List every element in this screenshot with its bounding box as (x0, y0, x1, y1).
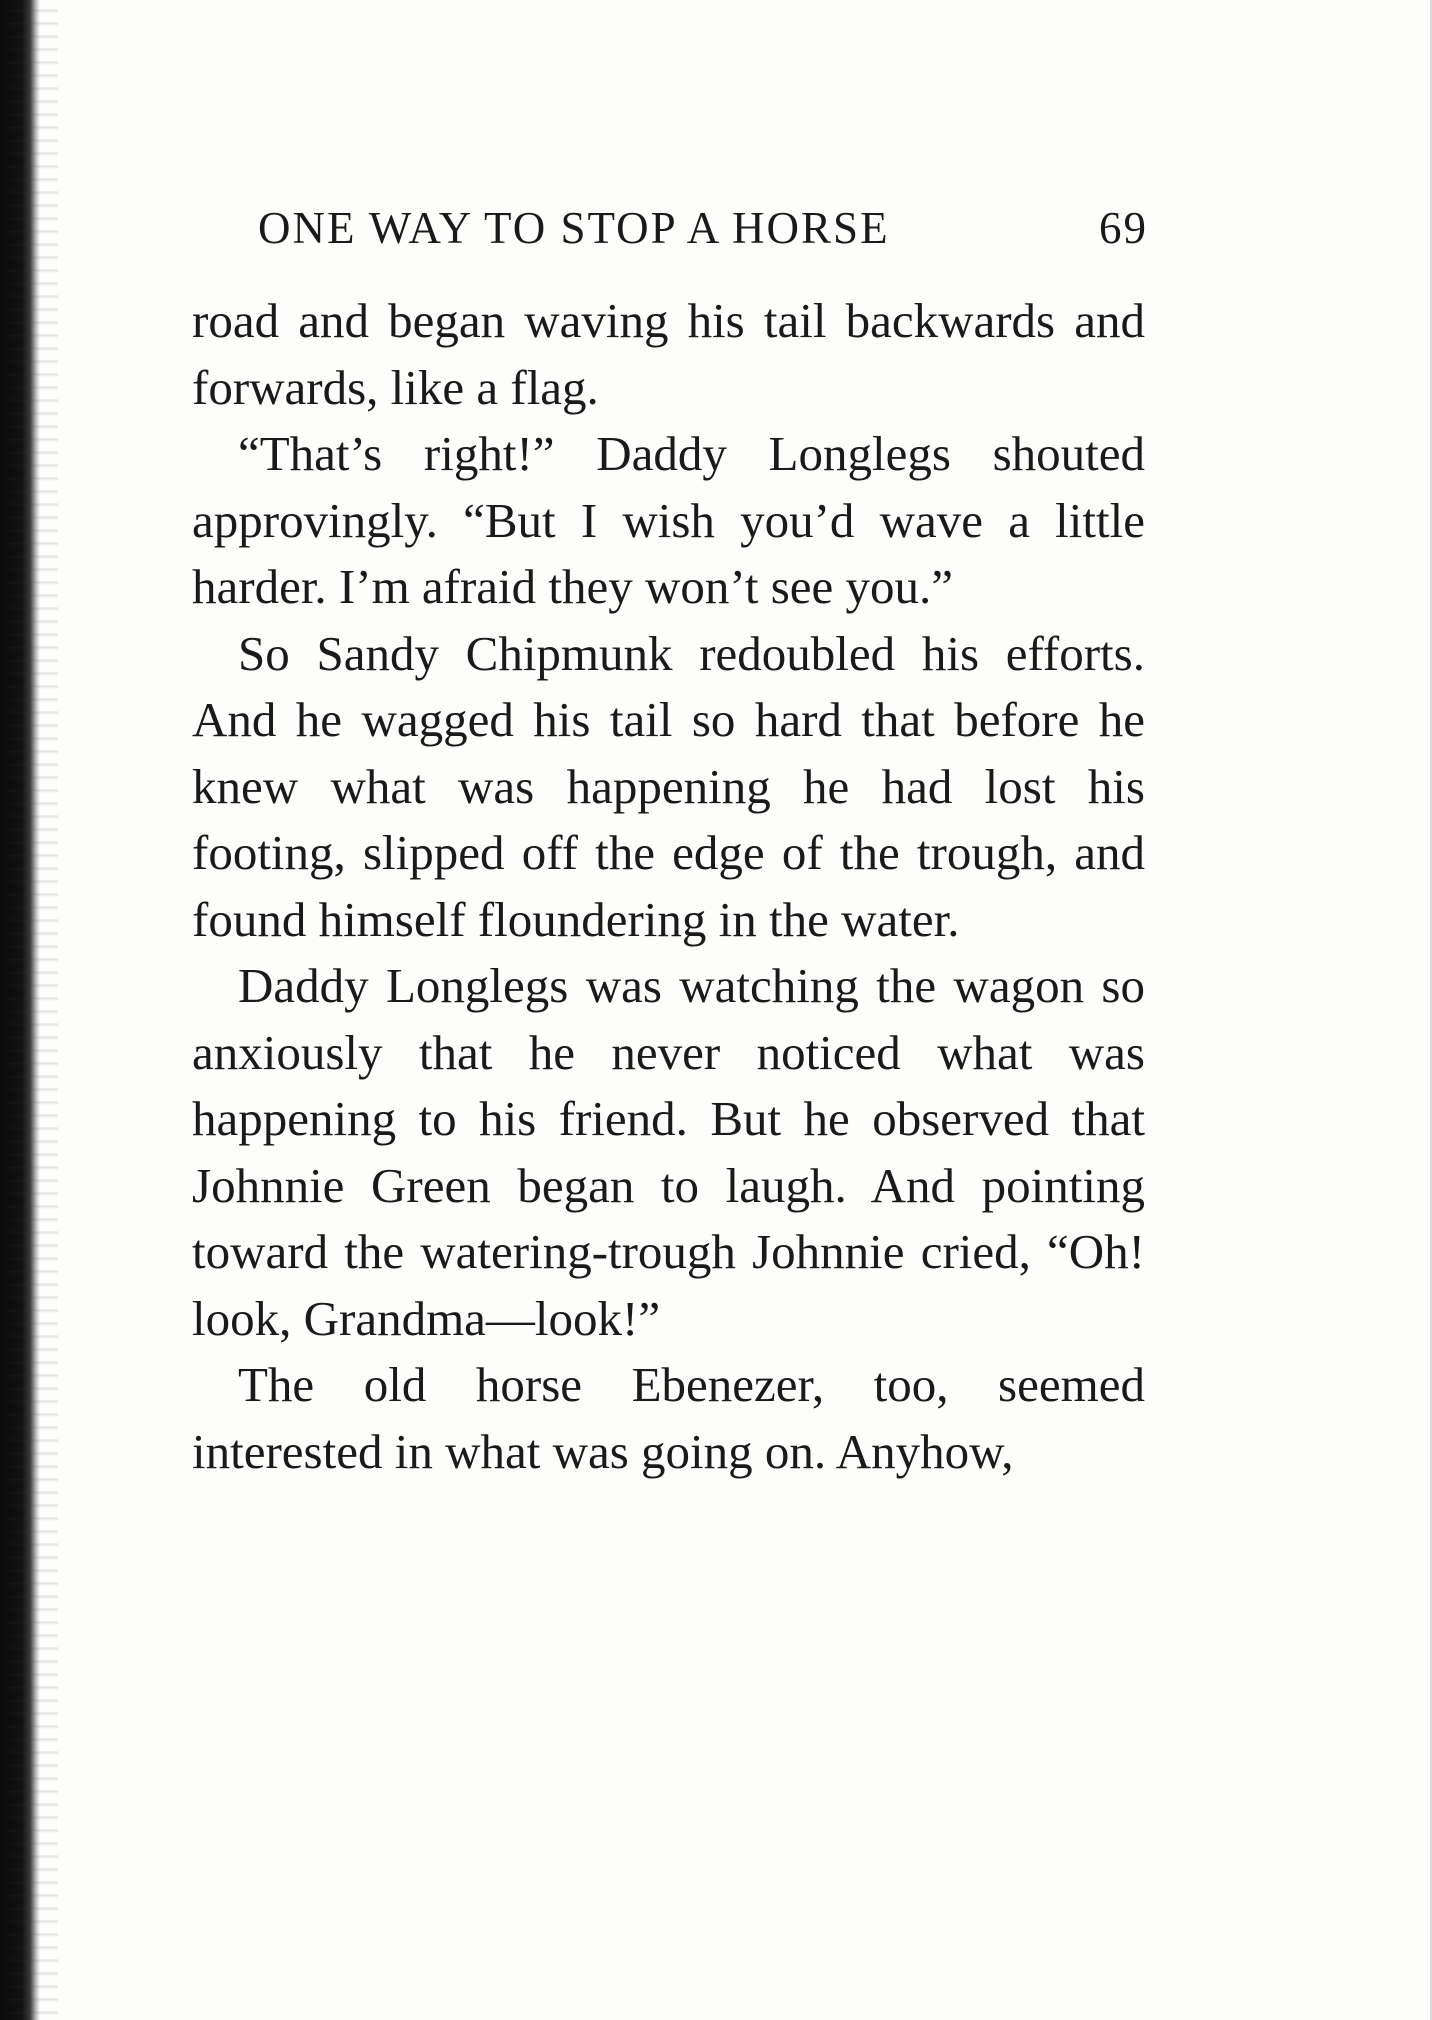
running-title: ONE WAY TO STOP A HORSE (258, 203, 890, 253)
body-text (192, 288, 1145, 1485)
paragraph-4: Daddy Longlegs was watching the wagon so anxiously that he never noticed what was happening to his friend. But he observed that Johnnie Green began to laugh. And pointing toward the watering-trough Johnnie cried, “Oh! look, Grandma—look!” (192, 958, 1145, 1346)
paragraph-1: road and began waving his tail backwards and forwards, like a flag. (192, 293, 1145, 415)
paragraph-3: So Sandy Chipmunk redoubled his efforts. And he wagged his tail so hard that before he knew what was happening he had lost his footing, slipped off the edge of the trough, and found himself floundering in the water. (192, 625, 1145, 947)
page-number: 69 (1099, 203, 1148, 253)
running-header (258, 198, 1148, 258)
paragraph-5: The old horse Ebenezer, too, seemed interested in what was going on. Anyhow, (192, 1357, 1145, 1479)
paragraph-2: “That’s right!” Daddy Longlegs shouted approvingly. “But I wish you’d wave a little harder. I’m afraid they won’t see you.” (192, 426, 1145, 614)
page-binding-shadow (0, 0, 40, 2020)
